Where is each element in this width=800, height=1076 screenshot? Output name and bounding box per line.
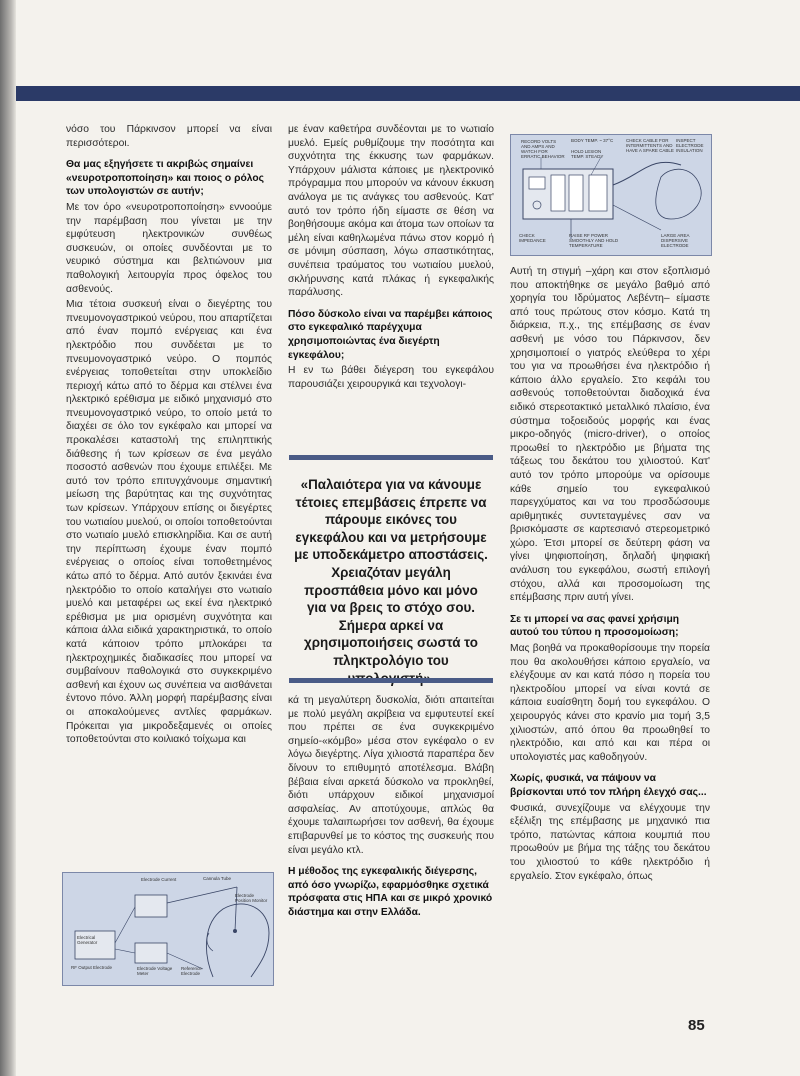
interview-question: Η μέθοδος της εγκεφαλικής διέγερσης, από όσο γνωρίζω, εφαρμόσθηκε σχετικά πρόσφατα στις ΗΠΑ και σε μικρό χρονικό διάστημα και στην Ελλάδα. xyxy=(288,866,493,918)
pull-quote: «Παλαιότερα για να κάνουμε τέτοιες επεμβάσεις έπρεπε να πάρουμε εικόνες του εγκεφάλου και να μετρήσουμε με υποδεκάμετρο αποστάσεις. Χρειαζόταν μεγάλη προσπάθεια μόνο και μόνο για να βρεις το στόχο σου. Σήμερα αρκεί να χρησιμοποιήσεις σωστά το πληκτρολόγιο του xyxy=(294,477,488,668)
rf-generator-diagram xyxy=(510,134,712,256)
figure-label: Electrode Voltage Meter xyxy=(137,966,173,976)
pullquote-bottom-rule xyxy=(289,678,493,683)
figure-label: INSPECT ELECTRODE INSULATION xyxy=(676,138,704,153)
figure-label: RF Output Electrode xyxy=(71,965,113,970)
paragraph: κά τη μεγαλύτερη δυσκολία, διότι απαιτείται με πολύ μεγάλη ακρίβεια να εμφυτευτεί εκεί που πρέπει σε ένα συγκεκριμένο σημείο-«κόμβο» μέσα στον εγκέφαλο ο εν λόγω διεγέρτης. Λίγα χιλιοστά παραπέρα δεν δίνουν το επιθυμητό αποτέλεσμα. Βλάβη βέβαια είναι αρκετά δύσκολο να προκληθεί, διότι υπάρχουν ειδικοί μηχανισμοί ασφαλείας. Αν αποτύχουμε, απλώς θα έχουμε ταλαιπωρήσει τον ασθενή, θα έχουμε επιβαρυνθεί με το κόστος της συσκευής που είναι μεγάλο κτλ. xyxy=(288,695,494,856)
figure-label: Electrode Position Monitor xyxy=(235,893,268,903)
figure-label: RAISE RF POWER SMOOTHLY AND HOLD TEMPERATURE xyxy=(569,233,619,248)
figure-label: Cannula Tube xyxy=(203,876,232,881)
column-3 xyxy=(510,265,710,885)
interview-question: Σε τι μπορεί να σας φανεί χρήσιμη αυτού του τύπου η προσομοίωση; xyxy=(510,613,680,639)
paragraph: Με τον όρο «νευροτροποποίηση» εννοούμε την παρέμβαση που γίνεται με την εμφύτευση ηλεκτρονικών συνθέως συσκευών, οι οποίες συνδέονται με το νευρικό σύστημα και βελτιώνουν μια παθολογική λειτουργία προς όφελος του ασθενούς. xyxy=(66,201,272,295)
paragraph: Φυσικά, συνεχίζουμε να ελέγχουμε την εξέλιξη της επέμβασης με μηχανικό πια τρόπο, πατώντας κάποια κουμπιά που προωθούν με βήμα της τάξης του δεκάτου του χιλιοστού το κάθε ηλεκτρόδιο ή εργαλείο. Στον εγκέφαλο, όπως xyxy=(510,802,710,882)
figure-label: Electrode Current xyxy=(141,877,177,882)
column-1 xyxy=(66,123,272,749)
pullquote-top-rule xyxy=(289,455,493,460)
figure-label: BODY TEMP. ~ 37°C xyxy=(571,138,614,143)
figure-label: RECORD VOLTS AND AMPS AND WATCH FOR ERRATIC BEHAVIOR xyxy=(521,139,565,159)
brain-stimulation-diagram xyxy=(62,872,274,986)
figure-label: CHECK CABLE FOR INTERMITTENTS AND HAVE A SPARE CABLE xyxy=(626,138,674,153)
figure-label: CHECK IMPEDANCE xyxy=(519,233,546,243)
figure-label: LARGE AREA DISPERSIVE ELECTRODE xyxy=(661,233,690,248)
paragraph: με έναν καθετήρα συνδέονται με το νωτιαίο μυελό. Εμείς ρυθμίζουμε την ποσότητα και συχνότητα της έκκυσης των φαρμάκων. Υπάρχουν μάλιστα κάποιες με ηλεκτρονικό πρόγραμμα που μπορούν να κάνουν έκκυση ανάλογα με τις ανάγκες του ασθενούς. Κατ' αυτό τον τρόπο ήδη είμαστε σε θέση να βοηθήσουμε ακόμα και άτομα των οποίων τα μέλη είναι καθηλωμένα πάνω στον κορμό ή σε μόνιμη σύσπαση, λόγω σπαστικότητας, συνέπεια τραύματος του νωτιαίου μυελού, σκλήρυνσης κατά πλάκας ή εγκεφαλικής παράλυσης. xyxy=(288,124,494,299)
interview-question: Θα μας εξηγήσετε τι ακριβώς σημαίνει «νευροτροποποίηση» και ποιος ο ρόλος των υπολογιστών σε αυτήν; xyxy=(66,159,264,198)
column-2-top xyxy=(288,123,494,393)
page-number: 85 xyxy=(688,1017,705,1034)
paragraph: Αυτή τη στιγμή –χάρη και στον εξοπλισμό που αποκτήθηκε σε μεγάλο βαθμό από χορηγία του Ιδρύματος Λεβέντη– είμαστε από τους πρώτους στον κόσμο. Κατά τη διάρκεια, π.χ., της επέμβασης σε έναν ασθενή με νόσο του Πάρκινσον, δεν χρησιμοποιεί ο γιατρός ελεύθερα το χέρι του για να προωθήσει ένα ηλεκτρόδιο ή κάποιο άλλο εργαλείο. Στο κεφάλι του ασθενούς τοποθετούνται διαδοχικά ένα ειδικό στερεοτακτικό μεταλλικό πλαίσιο, ένα σύστημα τοξοειδούς μορφής και ένας μικρο-οδηγός (micro-driver), ο οποίος προωθεί το ηλεκτρόδιο με βήματα της τάξεως του δεκάτου του χιλιοστού. Κατ' αυτό τον τρόπο μπορούμε να ορίσουμε κάθε σημείο του εγκεφαλικού παρεγχύματος και να του προσδώσουμε αριθμητικές συντεταγμένες σαν να βρισκόμαστε σε καρτεσιανό στερεομετρικό χώρο. Έτσι μπορεί σε δεύτερη φάση να γίνει ψηφιοποίηση, δηλαδή ψηφιακή ανάλυση του εγκεφάλου, σωστή επιλογή στόχου, αλλά και προσομοίωση της επέμβασης πριν αυτή γίνει. xyxy=(510,266,710,604)
interview-question: Χωρίς, φυσικά, να πάψουν να βρίσκονται υπό τον πλήρη έλεγχό σας... xyxy=(510,773,707,798)
figure-label: HOLD LESION TEMP. STEADY xyxy=(571,149,604,159)
column-2-bottom xyxy=(288,694,494,922)
paragraph: νόσο του Πάρκινσον μπορεί να είναι περισσότεροι. xyxy=(66,124,272,149)
figure-label: Electrical Generator xyxy=(77,935,98,945)
figure-label: Reference Electrode xyxy=(181,966,202,976)
paragraph: Η εν τω βάθει διέγερση του εγκεφάλου παρουσιάζει χειρουργικά και τεχνολογι- xyxy=(288,365,494,390)
paragraph: Μια τέτοια συσκευή είναι ο διεγέρτης του πνευμονογαστρικού νεύρου, που απαρτίζεται από έναν πομπό ενέργειας και ένα ηλεκτρόδιο που συνδέεται με το πνευμονογαστρικό νεύρο. Ο πομπός ενέργειας τοποθετείται στην υποκλείδιο περιοχή κάτω από το δέρμα και στέλνει ένα ηλεκτρικό ερέθισμα με ειδικό μηχανισμό στο πνευμονογαστρικό νεύρο, το οποίο μετά το διαχέει σε όλο τον εγκέφαλο και μπορεί να προκαλέσει καταστολή της επιληπτικής διάθεσης ή των κρίσεων σε ένα μεγάλο ποσοστό ασθενών που έχουμε επιλέξει. Με αυτό τον τρόπο επιτυγχάνουμε σημαντική μείωση της βαρύτητας και της συχνότητας των κρίσεων. Υπάρχουν επίσης οι διεγέρτες του νωτιαίου μυελού, οι οποίοι τοποθετούνται στο νωτιαίο μυελό επισκληρίδια. Και σε αυτή την περίπτωση έχουμε έναν πομπό ενέργειας ο οποίος είναι τοποθετημένος κάτω από το δέρμα. Από αυτόν ξεκινάει ένα ηλεκτρόδιο το οποίο καταλήγει στο νωτιαίο μυελό και μεταφέρει ως εκεί ένα ηλεκτρικό ερέθισμα με μια ορισμένη συχνότητα και κάποια άλλα ειδικά χαρακτηριστικά, το οποίο κατά κάποιον τρόπο μπλοκάρει τα ηλεκτροχημικές διαδικασίες που μπορεί να συμβαίνουν παθολογικά στο συγκεκριμένο ασθενή και έχουν ως συνέπεια να αισθάνεται έντονο πόνο. Άλλη μορφή παρέμβασης είναι οι αποκαλούμενες αντλίες φαρμάκων. Πρόκειται για μικροδεξαμενές οι οποίες τοποθετούνται στο κοιλιακό τοίχωμα και xyxy=(66,299,272,746)
header-color-bar xyxy=(16,86,800,101)
paragraph: Μας βοηθά να προκαθορίσουμε την πορεία που θα ακολουθήσει κάποιο εργαλείο, να ελέγξουμε αν και κατά πόσο η πορεία του ηλεκτροδίου μπορεί να είναι κοντά σε κάποια ευαίσθητη δομή του εγκεφάλου. Ο χειρουργός κάνει στο κρανίο μια τομή 3,5 χιλιοστών, από όπου θα προωθηθεί το ηλεκτρόδιο, και από και και πέρα οι υπολογιστές μας καθοδηγούν. xyxy=(510,643,710,763)
page-binding-shadow xyxy=(0,0,16,1076)
interview-question: Πόσο δύσκολο είναι να παρέμβει κάποιος στο εγκεφαλικό παρέγχυμα χρησιμοποιώντας ένα διεγέρτη εγκεφάλου; xyxy=(288,308,493,361)
